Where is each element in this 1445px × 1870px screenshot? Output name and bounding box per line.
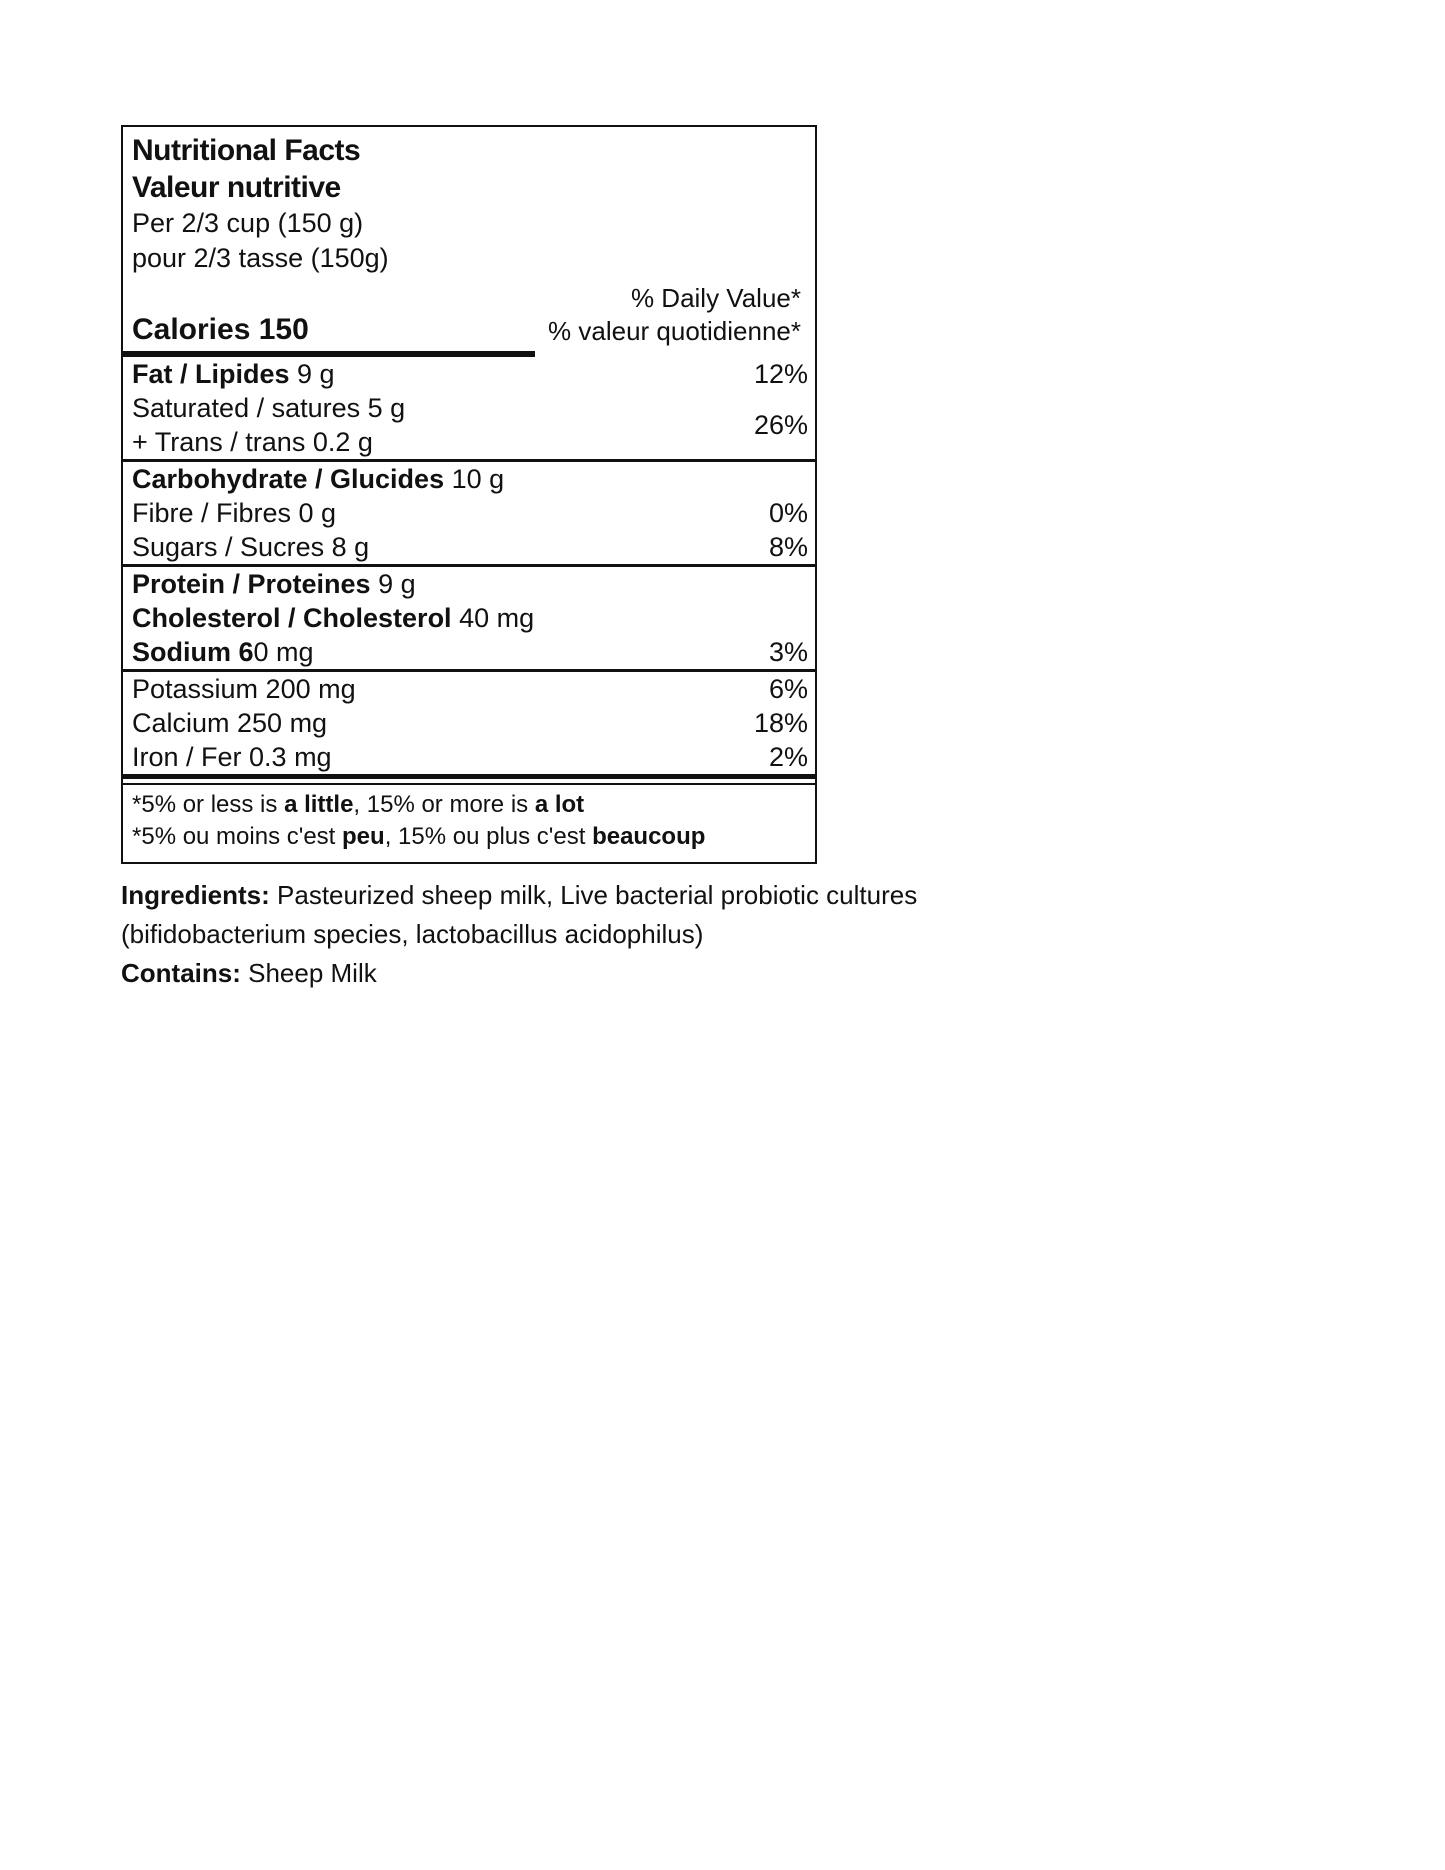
nutrition-facts-label (121, 125, 817, 864)
row-potassium (123, 672, 815, 706)
serving-size-en: Per 2/3 cup (150 g) (132, 208, 364, 238)
row-cholesterol (123, 601, 815, 635)
row-potassium-name: Potassium 200 mg (132, 674, 356, 704)
protein-section (123, 564, 815, 669)
row-fibre (123, 496, 815, 530)
row-cholesterol-name: Cholesterol / Cholesterol 40 mg (132, 603, 535, 633)
row-sodium-name: Sodium 60 mg (132, 637, 314, 667)
row-sodium (123, 635, 815, 669)
footnote-en: *5% or less is a little, 15% or more is a lot (132, 791, 585, 818)
minerals-section (123, 669, 815, 774)
saturated-trans-dv: 26% (753, 409, 808, 440)
row-calcium-name: Calcium 250 mg (132, 708, 328, 738)
saturated-trans-group (123, 391, 815, 459)
row-calcium (123, 706, 815, 740)
daily-value-header-en: % Daily Value* (630, 283, 801, 313)
calories-value: Calories 150 (132, 313, 309, 346)
row-sugars-name: Sugars / Sucres 8 g (132, 532, 370, 562)
fat-section (123, 357, 815, 459)
row-calcium-dv: 18% (753, 708, 808, 738)
row-carbohydrate (123, 462, 815, 496)
daily-value-header-fr: % valeur quotidienne* (548, 316, 801, 346)
saturated-trans-names (132, 391, 405, 459)
label-header (123, 127, 815, 276)
row-sugars (123, 530, 815, 564)
contains-text: Sheep Milk (240, 958, 377, 988)
row-potassium-dv: 6% (768, 674, 808, 704)
row-fibre-name: Fibre / Fibres 0 g (132, 498, 337, 528)
row-fat (123, 357, 815, 391)
row-iron-name: Iron / Fer 0.3 mg (132, 742, 332, 772)
carbohydrate-section (123, 459, 815, 564)
row-trans: + Trans / trans 0.2 g (132, 427, 373, 457)
calories-daily-value-row (123, 276, 815, 351)
contains-line (121, 954, 921, 993)
row-sugars-dv: 8% (768, 532, 808, 562)
footnote-thick-divider (123, 774, 815, 779)
contains-label: Contains: (121, 958, 241, 988)
row-fat-dv: 12% (753, 359, 808, 389)
daily-value-header (548, 282, 801, 348)
row-sodium-dv: 3% (768, 637, 808, 667)
label-title-en: Nutritional Facts (132, 134, 361, 167)
row-fibre-dv: 0% (768, 498, 808, 528)
ingredients-label: Ingredients: (121, 880, 270, 910)
row-iron-dv: 2% (768, 742, 808, 772)
row-carbohydrate-name: Carbohydrate / Glucides 10 g (132, 464, 505, 494)
label-title-fr: Valeur nutritive (132, 171, 341, 204)
row-iron (123, 740, 815, 774)
ingredients-paragraph (121, 876, 921, 954)
footnote-section (123, 783, 815, 862)
footnote-fr: *5% ou moins c'est peu, 15% ou plus c'est beaucoup (132, 823, 706, 850)
row-protein-name: Protein / Proteines 9 g (132, 569, 416, 599)
ingredients-block (121, 876, 921, 993)
serving-size-fr: pour 2/3 tasse (150g) (132, 243, 389, 273)
row-fat-name: Fat / Lipides 9 g (132, 359, 335, 389)
row-protein (123, 567, 815, 601)
ingredients-text: Pasteurized sheep milk, Live bacterial probiotic cultures (bifidobacterium species, lactobacillus acidophilus) (121, 880, 918, 949)
row-saturated: Saturated / satures 5 g (132, 393, 406, 423)
